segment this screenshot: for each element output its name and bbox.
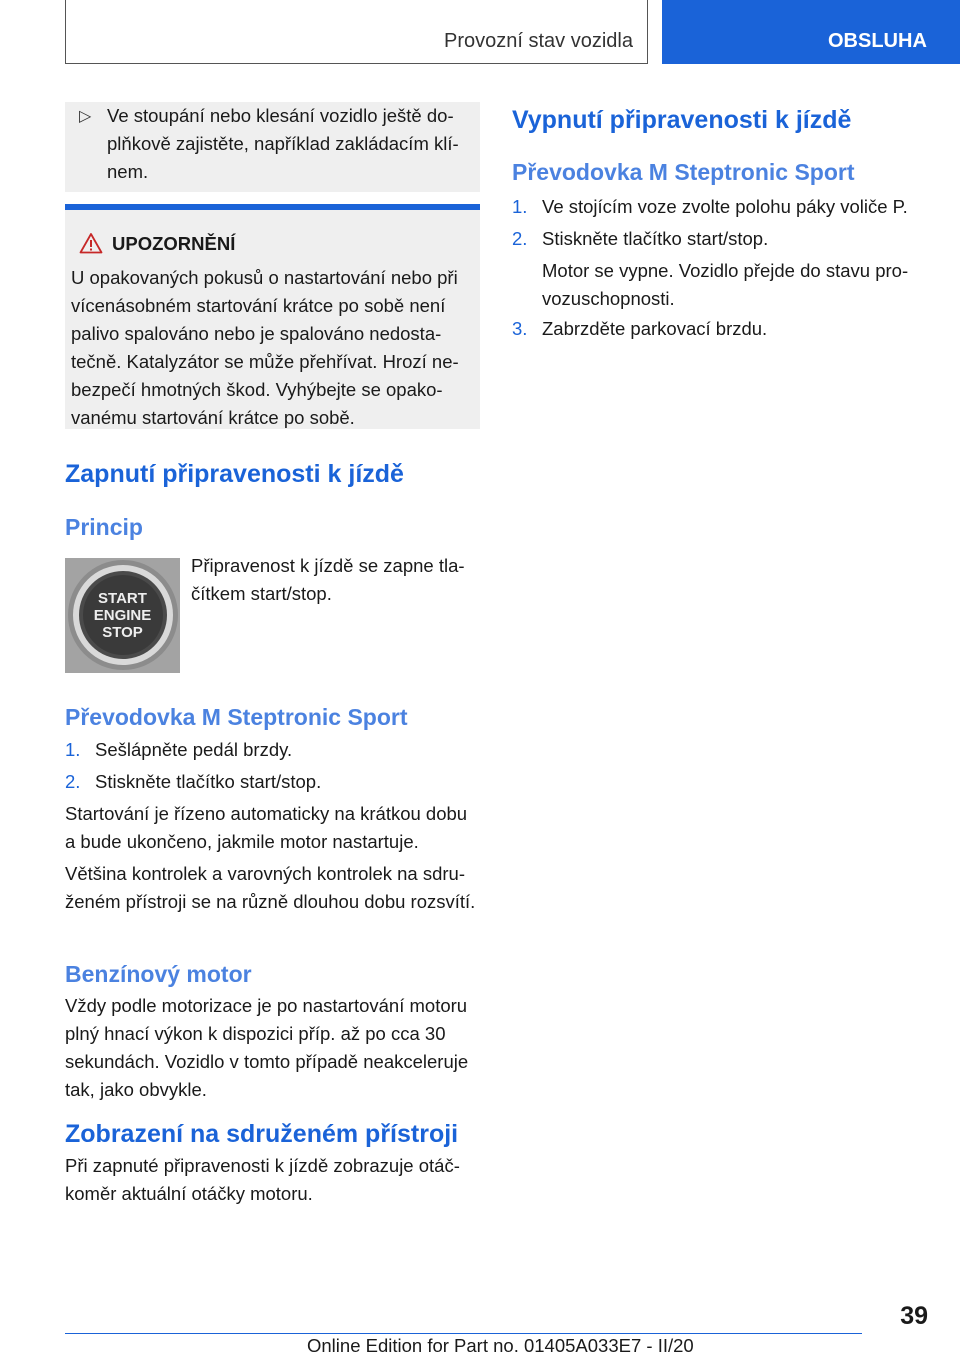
step-number: 1. — [65, 739, 81, 760]
button-label-start: START — [98, 590, 147, 607]
paragraph-petrol: Vždy podle motorizace je po nastartování motoru plný hnací výkon k dispozici příp. až po cca 30 sekundách. Vozidlo v tomto případě neakceleruje tak, jako obvykle. — [65, 995, 469, 1100]
heading-stop-readiness: Vypnutí připravenosti k jízdě — [512, 106, 852, 134]
step-text: Zabrzděte parkovací brzdu. — [542, 318, 768, 339]
warning-box — [65, 204, 480, 429]
paragraph-start-auto: Startování je řízeno automaticky na krátkou dobu a bude ukončeno, jakmile motor nastartuje. — [65, 803, 468, 852]
left-column — [65, 102, 480, 1204]
header-section-box — [65, 0, 648, 64]
note-box — [65, 102, 480, 192]
triangle-right-icon: ▷ — [79, 108, 92, 125]
footer-divider — [65, 1333, 862, 1334]
chapter-tab — [662, 0, 960, 64]
step-text: Stiskněte tlačítko start/stop. — [542, 228, 769, 249]
heading-principle: Princip — [65, 514, 143, 540]
heading-petrol-engine: Benzínový motor — [65, 961, 252, 987]
step-result-text: Motor se vypne. Vozidlo přejde do stavu provozuschopnosti. — [542, 260, 909, 309]
button-label-engine: ENGINE — [93, 607, 152, 624]
step-text: Sešlápněte pedál brzdy. — [95, 739, 293, 760]
heading-gearbox-left: Převodovka M Steptronic Sport — [65, 704, 408, 730]
paragraph-display: Při zapnuté připravenosti k jízdě zobrazuje otáčkoměr aktuální otáčky motoru. — [65, 1155, 460, 1204]
step-text: Ve stojícím voze zvolte polohu páky voliče P. — [542, 196, 908, 217]
page-number: 39 — [900, 1302, 928, 1330]
start-stop-button-image — [65, 558, 180, 673]
step-number: 3. — [512, 318, 528, 339]
warning-triangle-icon — [79, 232, 103, 259]
step-number: 2. — [65, 771, 81, 792]
heading-instrument-display: Zobrazení na sdruženém přístroji — [65, 1120, 459, 1148]
warning-title: UPOZORNĚNÍ — [112, 233, 236, 254]
note-text: Ve stoupání nebo klesání vozidlo ještě doplňkově zajistěte, například zakládacím klínem. — [107, 105, 459, 182]
warning-text: U opakovaných pokusů o nastartování nebo při vícenásobném startování krátce po sobě není palivo spalováno nebo je spalováno nedostatečně. Katalyzátor se může přehřívat. Hrozí nebezpečí hmotných škod. Vyhýbejte se opakovanému startování krátce po sobě. — [71, 267, 459, 428]
paragraph-indicators: Většina kontrolek a varovných kontrolek na sdruženém přístroji se na různě dlouhou dobu rozsvítí. — [65, 863, 476, 912]
section-title: Provozní stav vozidla — [444, 30, 633, 52]
chapter-tab-label: OBSLUHA — [828, 30, 927, 52]
step-text: Stiskněte tlačítko start/stop. — [95, 771, 322, 792]
step-number: 1. — [512, 196, 528, 217]
heading-start-readiness: Zapnutí připravenosti k jízdě — [65, 460, 404, 488]
step-number: 2. — [512, 228, 528, 249]
footer-edition: Online Edition for Part no. 01405A033E7 - II/20 — [307, 1335, 694, 1356]
button-label-stop: STOP — [102, 624, 143, 641]
principle-text: Připravenost k jízdě se zapne tlačítkem start/stop. — [191, 555, 465, 604]
heading-gearbox-right: Převodovka M Steptronic Sport — [512, 159, 855, 185]
